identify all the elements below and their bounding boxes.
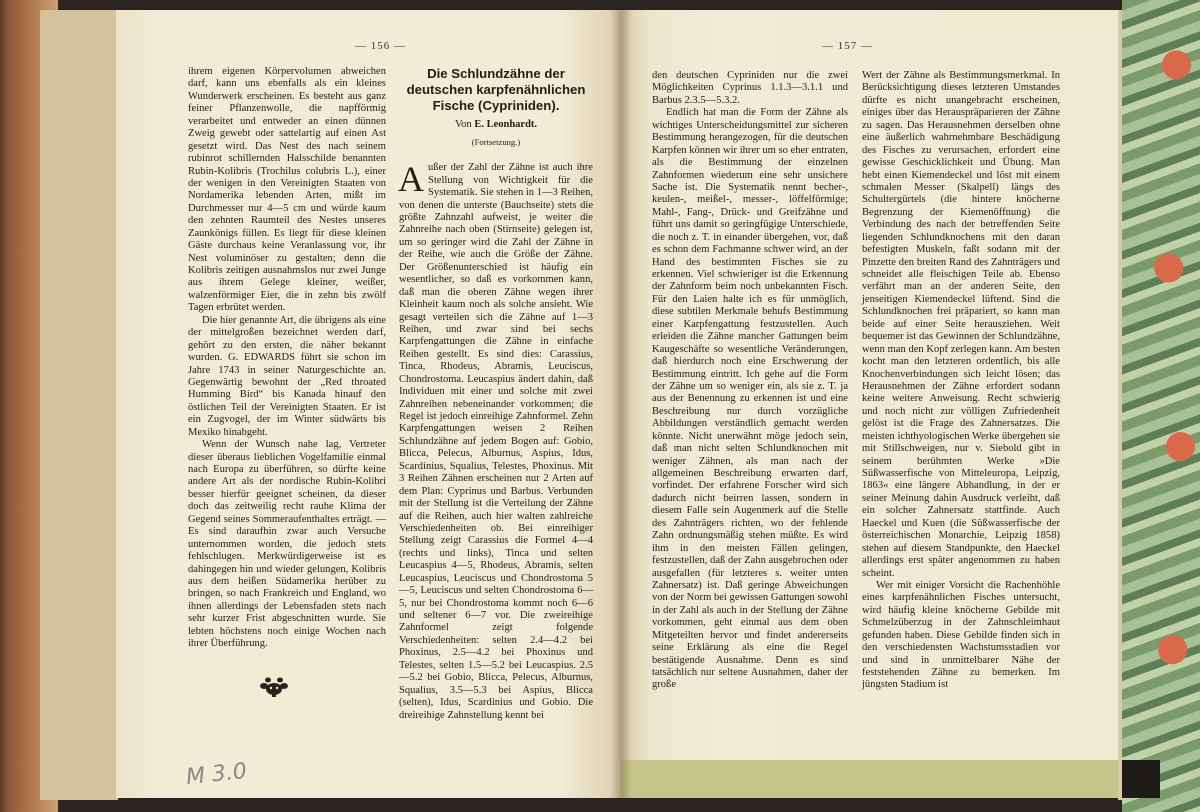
page-edges-left: [40, 10, 118, 800]
article-byline: [399, 119, 593, 131]
right-page-column-1: [652, 70, 848, 692]
drop-cap: A: [398, 159, 424, 200]
paragraph: Wenn der Wunsch nahe lag, Vertreter dieser überaus lieblichen Vogelfamilie einmal nach Europa zu überführen, so dürfte keine andere Art als der nordische Rubin-Kolibri besser hierfür geeignet scheinen, da dieser doch das zeitweilig recht rauhe Klima der Gegend seines Sommeraufenthaltes erträgt. — Es sind daraufhin zwar auch Versuche unternommen worden, die jedoch stets fehlschlugen. Merkwürdigerweise ist es dahingegen hin und wieder gelungen, Kolibris aus dem heißen Südamerika herüber zu bringen, so nach Frankreich und England, wo ihnen allerdings der Lebensfaden stets nach sehr kurzer Frist abgeschnitten wurde. Sie lebten höchstens noch einige Wochen nach ihrer Überführung.: [188, 439, 386, 650]
dark-corner: [1122, 760, 1160, 798]
paragraph: Wer mit einiger Vorsicht die Rachenhöhle eines karpfenähnlichen Fisches untersucht, wird häufig kleine knöcherne Gebilde mit Schmelzüberzug in der Zahnschleimhaut gefunden haben. Diese Gebilde finden sich in den verschiedensten Wachstumsstadien vor und sind in unmittelbarer Nähe der feststehenden Zähne zu bemerken. Im jüngsten Stadium ist: [862, 579, 1060, 691]
paragraph: Die hier genannte Art, die übrigens als eine der mittelgroßen bezeichnet werden darf, gehört zu den ersten, die näher bekannt wurden. G. EDWARDS führt sie schon im Jahre 1743 in seiner Naturgeschichte an. Gegenwärtig bewohnt der „Red throated Humming Bird“ bis Kanada hinauf den östlichen Teil der Vereinigten Staaten. Er ist ein Zugvogel, der im Winter südwärts bis Mexiko hinabgeht.: [188, 314, 386, 438]
paragraph: ihrem eigenen Körpervolumen abweichen darf, kann uns ebenfalls als ein kleines Wunderwerk erscheinen. Es besteht aus ganz feiner Pflanzenwolle, die napfförmig verarbeitet und entweder an einen dünnen Zweig gewebt oder sattelartig auf einen Ast gesetzt wird. Das Nest des nach seinem rubinrot schillernden Halsschilde benannten Rubin-Kolibris (Trochilus colubris L.), einer der wenigen in den Vereinigten Staaten von Nordamerika lebenden Arten, mißt im Durchmesser nur 4—5 cm und würde kaum den zehnten Raumteil des Nestes unseres Zaunkönigs füllen. Es liegt für diese kleinen Gäste durchaus keine Veranlassung vor, ihr Nest voluminöser zu gestalten; denn die Kolibris zeitigen ausnahmslos nur zwei Junge aus ihrem Gelege kleiner, weißer, walzenförmiger Eier, die in zehn bis zwölf Tagen erbrütet werden.: [188, 66, 386, 314]
paragraph: Wert der Zähne als Bestimmungsmerkmal. In Berücksichtigung dieses letzteren Umstandes dürfte es nicht unangebracht erscheinen, einiges über das Herauspräparieren der Zähne zu sagen. Das Herausnehmen derselben ohne eine äußerlich wahrnehmbare Beschädigung des Fisches zu verursachen, erfordert eine gewisse Geschicklichkeit und Übung. Man hebt einen Kiemendeckel und löst mit einem schmalen Messer (Skalpell) längs des Schultergürtels (die hintere knöcherne Begrenzung der Kiemenöffnung) die Verbindung des nach der betreffenden Seite liegenden Schlundknochens mit den daran befestigten Muskeln, faßt sodann mit der Pinzette den breiten Rand des Zahnträgers und schneidet alle fleischigen Teile ab. Ebenso verfährt man an der anderen Seite, den jenseitigen Kiemendeckel lüftend. Sind die Schlundknochen frei präpariert, so kann man beide auf einer Seite herausziehen. Weit bequemer ist das Gewinnen der Schlundzähne, wenn man den Kopf zerlegen kann. Am besten kocht man den letzteren ordentlich, bis alle Knochenverbindungen sich leicht lösen; das Herausnehmen der Zähne erfordert sodann keine weitere Anweisung. Recht schwierig und noch nicht zur völligen Zufriedenheit gelöst ist die Frage des Zahnersatzes. Die meisten ichthyologischen Werke übergehen sie mit Stillschweigen, nur v. Siebold gibt in seinem berühmten Werke »Die Süßwasserfische von Mitteleuropa, Leipzig, 1863« eine längere Abhandlung, in der er seiner Meinung dahin Ausdruck verleiht, daß ein solcher Zahnersatz stattfinde. Auch Haeckel und Kuen (die Süßwasserfische der österreichischen Monarchie, Leipzig 1858) stehen auf diesem Standpunkte, den Haeckel allerdings erst später angenommen zu haben scheint.: [862, 70, 1060, 579]
continuation-note: (Fortsetzung.): [471, 136, 521, 147]
article-column: [399, 66, 593, 722]
page-number-right: — 157 —: [822, 40, 873, 52]
article-title: Die Schlundzähne der deutschen karpfenähnlichen Fische (Cypriniden).: [406, 66, 586, 113]
article-text: ußer der Zahl der Zähne ist auch ihre Stellung von Wichtigkeit für die Systematik. Sie stehen in 1—3 Reihen, von denen die unterste (Bauchseite) stets die größte Zahnzahl aufweist, je weiter die Zahnreihe nach oben (Stirnseite) gelegen ist, um so geringer wird die Zahl der Zähne in der Reihe, wie auch die Größe der Zähne. Der Größenunterschied ist häufig ein wesentlicher, so daß es vorkommen kann, daß man die oberen Zähne wegen ihrer Kleinheit kaum noch als solche ansieht. Wie gesagt verteilen sich die Zähne auf 1—3 Reihen, und zwar sind bei sechs Karpfengattungen die Zähne in einfache Reihen gestellt. Es sind dies: Carassius, Tinca, Rhodeus, Abramis, Leuciscus, Chondrostoma. Leucaspius ändert dahin, daß Individuen mit einer und solche mit zwei Zahnreihen nebeneinander vorkommen; die Regel ist jedoch einreihige Zahnformel. Zehn Karpfengattungen weisen 2 Reihen Schlundzähne auf jedem Bogen auf: Gobio, Blicca, Pelecus, Alburnus, Aspius, Idus, Scardinius, Squalius, Telestes, Phoxinus. Mit 3 Reihen Zähnen erscheinen nur 2 Arten auf dem Plan: Cyprinus und Barbus. Verbunden mit der Stellung ist die Verteilung der Zähne auf die Reihen, auch hier walten zahlreiche Verschiedenheiten ob. Bei einreihiger Stellung zeigt Carassius die Formel 4—4 (rechts und links), Tinca und selten Leucaspius 4—5, Rhodeus, Abramis, selten Leucaspius, Leuciscus und Chondrostoma 5—5, Leuciscus und selten Chondrostoma 6—5, nur bei Chondrostoma kommt noch 6—6 und seltener 6—7 vor. Die zweireihige Zahnformel zeigt folgende Verschiedenheiten: selten 2.4—4.2 bei Phoxinus, 2.5—4.2 bei Phoxinus und Telestes, selten 1.5—5.2 bei Leucaspius. 2.5—5.2 bei Gobio, Blicca, Pelecus, Alburnus, Squalius, 3.5—5.3 bei Aspius, Blicca (selten), Idus, Scardinius und Gobio. Die dreireihige Zahnstellung kennt bei: [399, 162, 593, 721]
author-name: E. Leonhardt.: [474, 119, 538, 131]
left-page-column-1: [188, 66, 386, 651]
page-stain-strip: [621, 760, 1122, 798]
marbled-endpaper: [1122, 0, 1200, 812]
right-page-column-2: [862, 70, 1060, 692]
pencil-annotation: M 3.0: [184, 758, 249, 791]
paragraph: Endlich hat man die Form der Zähne als wichtiges Unterscheidungsmittel zur sicheren Bestimmung herangezogen, für die deutschen Karpfen können wir ihrer um so eher entraten, als die Bestimmung der einzelnen Zahnformen wiederum eine sehr unsichere Sache ist. Die Systematik nennt becher-, keulen-, meißel-, messer-, löffelförmige; Mahl-, Fang-, Drück- und Greifzähne und führt uns damit so geringfügige Unterschiede, die noch z. T. in einander übergehen, vor, daß es schon dem Fachmanne schwer wird, an der Hand des bestimmten Fisches sie zu erkennen. Viel schwieriger ist die Erkennung der Zahnform beim noch unbekannten Fisch. Für den Laien halte ich es für unmöglich, diese subtilen Merkmale behufs Bestimmung einer Karpfengattung festzustellen. Auch erleiden die Zähne mancher Gattungen beim Kaugeschäfte so wesentliche Veränderungen, daß hierdurch noch eine Erschwerung der Bestimmung eintritt. Ich gehe auf die Form der Zähne um so weniger ein, als sie z. T. ja aus der Benennung zu erkennen ist und eine Beschreibung nur durch vorzügliche Abbildungen verständlich gemacht werden könnte. Nicht unerwähnt möge jedoch sein, daß man nicht selten Schlundknochen mit weniger Zähnen, als man nach der allgemeinen Beschreibung erwarten darf, vorfindet. Der erfahrene Forscher wird sich dadurch nicht beirren lassen, sondern in diesem Falle sein Augenmerk auf die Stelle des Zahnträgers richten, wo der fehlende Zahn ordnungsmäßig stehen müßte. Es wird ihm in den meisten Fällen gelingen, festzustellen, daß der Zahn ausgebrochen oder ausgefallen (für letzteres s. weiter unten Zahnersatz) ist. Daß geringe Abweichungen von der Norm bei gewissen Gattungen sowohl in der Zahl als auch in der Stellung der Zähne vorkommen, geht einmal aus dem oben Mitgeteilten hervor und findet andererseits seine Erklärung als eine die Regel bestätigende Ausnahme. Denn es sind tatsächlich nur seltene Ausnahmen, daher der große: [652, 107, 848, 691]
book-gutter: [610, 10, 632, 798]
page-number-left: — 156 —: [355, 40, 406, 52]
ornament-vignette-icon: [256, 676, 292, 698]
byline-prefix: Von: [454, 119, 472, 131]
paragraph: den deutschen Cypriniden nur die zwei Möglichkeiten Cyprinus 1.1.3—3.1.1 und Barbus 2.3.5—5.3.2.: [652, 70, 848, 106]
article-paragraph: [398, 159, 593, 722]
